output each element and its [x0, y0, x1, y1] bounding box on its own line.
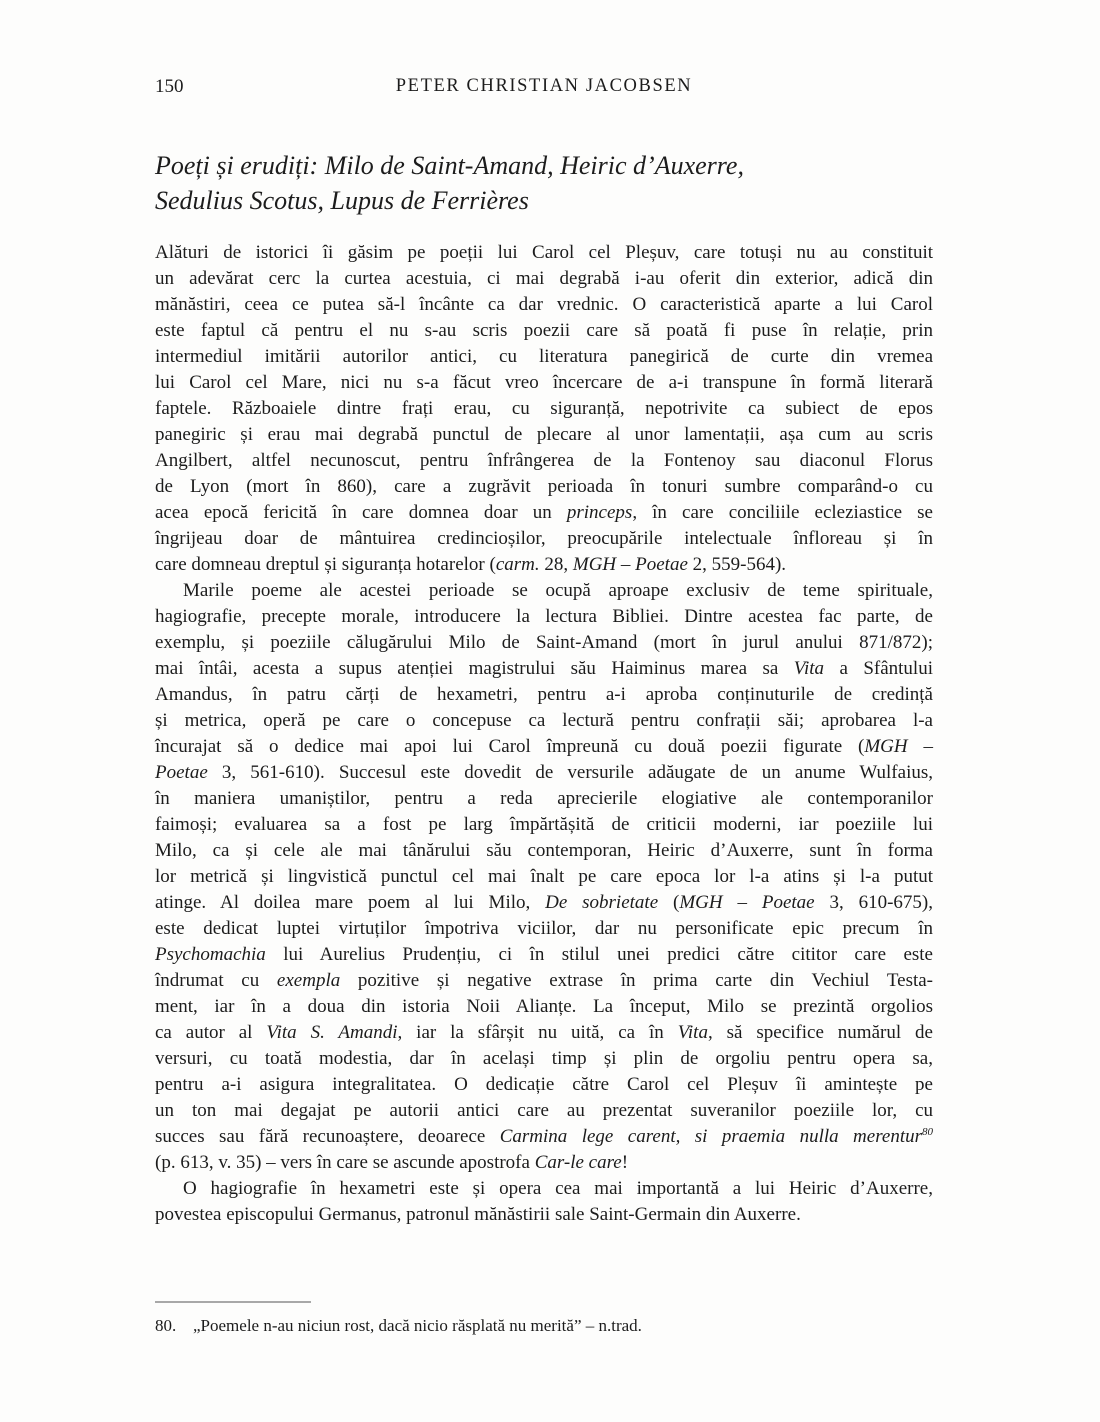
text-line: încurajat să o dedice mai apoi lui Carol împreună cu două poezii figurate (MGH –	[155, 736, 933, 757]
text-line: în maniera umaniștilor, pentru a reda aprecierile elogiative ale contemporanilor	[155, 788, 933, 809]
text-line: lui Carol cel Mare, nici nu s-a făcut vreo încercare de a-i transpune în formă literară	[155, 372, 933, 393]
text-line: de Lyon (mort în 860), care a zugrăvit perioada în tonuri sumbre comparând-o cu	[155, 476, 933, 497]
text-line: un adevărat cerc la curtea acestuia, ci mai degrabă i-au oferit din exterior, adică din	[155, 268, 933, 289]
text-line: care domneau dreptul și siguranța hotarelor (carm. 28, MGH – Poetae 2, 559-564).	[155, 554, 787, 575]
running-header: PETER CHRISTIAN JACOBSEN	[395, 76, 693, 96]
text-line: mănăstiri, ceea ce putea să-l încânte ca dar vrednic. O caracteristică aparte a lui Carol	[155, 294, 933, 315]
text-line: îndrumat cu exempla pozitive și negative extrase în prima carte din Vechiul Testa-	[155, 970, 933, 991]
footnote-text: „Poemele n-au niciun rost, dacă nicio răsplată nu merită” – n.trad.	[193, 1316, 642, 1335]
text-line: Alături de istorici îi găsim pe poeții lui Carol cel Pleșuv, care totuși nu au constituit	[155, 242, 933, 263]
text-line: panegiric și erau mai degrabă punctul de plecare al unor lamentații, așa cum au scris	[155, 424, 933, 445]
text-line: acea epocă fericită în care domnea doar un princeps, în care conciliile ecleziastice se	[155, 502, 933, 523]
text-line: Milo, ca și cele ale mai tânărului său contemporan, Heiric d’Auxerre, sunt în forma	[155, 840, 933, 861]
text-line: povestea episcopului Germanus, patronul mănăstirii sale Saint-Germain din Auxerre.	[155, 1204, 801, 1225]
footnote-separator	[155, 1301, 311, 1303]
footnote	[155, 1314, 933, 1337]
text-line: faptele. Războaiele dintre frați erau, cu siguranță, nepotrivite ca subiect de epos	[155, 398, 933, 419]
text-line: atinge. Al doilea mare poem al lui Milo, De sobrietate (MGH – Poetae 3, 610-675),	[155, 892, 933, 913]
text-line: este dedicat luptei virtuților împotriva viciilor, dar nu personificate epic precum în	[155, 918, 933, 939]
text-line: pentru a-i asigura integralitatea. O dedicație către Carol cel Pleșuv îi amintește pe	[155, 1074, 933, 1095]
text-line: ca autor al Vita S. Amandi, iar la sfârșit nu uită, ca în Vita, să specifice numărul de	[155, 1022, 933, 1043]
text-line: mai întâi, acesta a supus atenției magistrului său Haiminus marea sa Vita a Sfântului	[155, 658, 933, 679]
footnote-number: 80.	[155, 1316, 177, 1335]
text-line: succes sau fără recunoaștere, deoarece Carmina lege carent, si praemia nulla merentur$^{80}$	[155, 1126, 934, 1147]
chapter-title-line-2: Sedulius Scotus, Lupus de Ferrières	[155, 186, 529, 215]
text-line: îngrijeau doar de mântuirea credincioșilor, preocupările intelectuale înfloreau și în	[155, 528, 933, 549]
chapter-title	[155, 148, 933, 218]
text-line: lor metrică și lingvistică punctul cel mai înalt pe care epoca lor l-a atins și l-a putut	[155, 866, 933, 887]
body-text	[155, 240, 933, 1228]
text-line: Psychomachia lui Aurelius Prudențiu, ci în stilul unei predici către cititor care este	[155, 944, 933, 965]
text-line: este faptul că pentru el nu s-au scris poezii care să poată fi puse în relație, prin	[155, 320, 933, 341]
text-line: Angilbert, altfel necunoscut, pentru înfrângerea de la Fontenoy sau diaconul Florus	[155, 450, 933, 471]
text-line: Poetae 3, 561-610). Succesul este dovedit de versurile adăugate de un anume Wulfaius,	[155, 762, 933, 783]
text-line: O hagiografie în hexametri este și opera cea mai importantă a lui Heiric d’Auxerre,	[183, 1178, 933, 1199]
page-number: 150	[155, 76, 184, 97]
text-line: intermediul imitării autorilor antici, cu literatura panegirică de curte din vremea	[155, 346, 933, 367]
page-header	[155, 76, 933, 102]
text-line: un ton mai degajat pe autorii antici care au prezentat suveranilor poeziile lor, cu	[155, 1100, 933, 1121]
text-line: Marile poeme ale acestei perioade se ocupă aproape exclusiv de teme spirituale,	[183, 580, 933, 601]
text-line: și metrica, operă pe care o concepuse ca lectură pentru confrații săi; aprobarea l-a	[155, 710, 933, 731]
text-line: ment, iar în a doua din istoria Noii Alianțe. La început, Milo se prezintă orgolios	[155, 996, 933, 1017]
text-line: versuri, cu toată modestia, dar în același timp și plin de orgoliu pentru opera sa,	[155, 1048, 933, 1069]
text-line: hagiografie, precepte morale, introducere la lectura Bibliei. Dintre acestea fac parte, de	[155, 606, 933, 627]
chapter-title-line-1: Poeți și erudiți: Milo de Saint-Amand, Heiric d’Auxerre,	[155, 151, 744, 180]
text-line: exemplu, și poeziile călugărului Milo de Saint-Amand (mort în jurul anului 871/872);	[155, 632, 933, 653]
text-line: (p. 613, v. 35) – vers în care se ascunde apostrofa Car-le care!	[155, 1152, 629, 1173]
text-line: Amandus, în patru cărți de hexametri, pentru a-i aproba conținuturile de credință	[155, 684, 933, 705]
text-line: faimoși; evaluarea sa a fost pe larg împărtășită de criticii moderni, iar poeziile lui	[155, 814, 933, 835]
